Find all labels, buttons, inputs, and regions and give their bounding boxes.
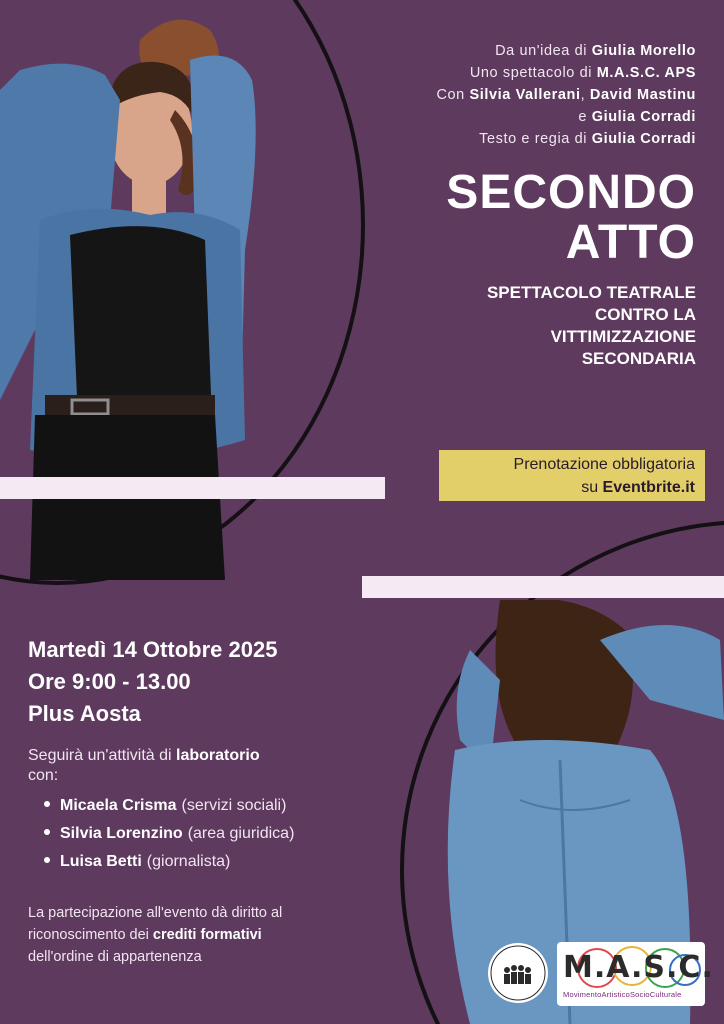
subtitle-line: SECONDARIA bbox=[581, 349, 696, 368]
event-time: Ore 9:00 - 13.00 bbox=[28, 669, 191, 694]
decorative-stripe-right bbox=[362, 576, 724, 598]
credit-cast-cont bbox=[356, 106, 696, 128]
title-line: SECONDO bbox=[446, 166, 696, 219]
training-credits-note bbox=[28, 902, 368, 968]
speaker-name: Luisa Betti bbox=[60, 853, 142, 870]
speaker-name: Silvia Lorenzino bbox=[60, 825, 183, 842]
workshop-keyword: laboratorio bbox=[176, 747, 260, 764]
credit-name: Silvia Vallerani bbox=[469, 87, 581, 103]
credit-idea bbox=[356, 40, 696, 62]
eventbrite-link[interactable]: Eventbrite.it bbox=[602, 479, 695, 496]
subtitle-line: VITTIMIZZAZIONE bbox=[550, 327, 696, 346]
booking-text: Prenotazione obbligatoria bbox=[513, 456, 695, 473]
event-place: Plus Aosta bbox=[28, 701, 141, 726]
credit-name: Giulia Morello bbox=[591, 43, 696, 59]
subtitle-line: SPETTACOLO TEATRALE bbox=[486, 283, 696, 302]
workshop-intro-text: Seguirà un'attività di bbox=[28, 747, 177, 764]
credit-label: Con bbox=[436, 87, 470, 103]
list-item bbox=[44, 792, 368, 820]
speaker-name: Micaela Crisma bbox=[60, 797, 177, 814]
credit-cast bbox=[356, 84, 696, 106]
show-title bbox=[446, 168, 696, 268]
list-item bbox=[44, 848, 368, 876]
credit-label: e bbox=[578, 109, 592, 125]
workshop-section bbox=[28, 746, 368, 876]
credit-name: M.A.S.C. APS bbox=[596, 65, 696, 81]
workshop-intro-suffix: con: bbox=[28, 767, 59, 784]
bullet-icon bbox=[44, 857, 50, 863]
speaker-role: (servizi sociali) bbox=[181, 797, 287, 814]
list-item bbox=[44, 820, 368, 848]
teatro-donne-logo bbox=[487, 942, 549, 1004]
credit-production bbox=[356, 62, 696, 84]
note-line: dell'ordine di appartenenza bbox=[28, 949, 202, 965]
credit-label: Uno spettacolo di bbox=[469, 65, 597, 81]
masc-logo bbox=[557, 942, 714, 1006]
speaker-role: (giornalista) bbox=[146, 853, 231, 870]
credit-name: Giulia Corradi bbox=[591, 109, 696, 125]
event-date: Martedì 14 Ottobre 2025 bbox=[28, 637, 278, 662]
masc-wordmark: M.A.S.C. bbox=[563, 950, 714, 985]
note-text: riconoscimento dei bbox=[28, 927, 153, 943]
booking-prefix: su bbox=[581, 479, 603, 496]
bullet-icon bbox=[44, 801, 50, 807]
speaker-role: (area giuridica) bbox=[187, 825, 295, 842]
credits-block bbox=[356, 40, 696, 150]
note-keyword: crediti formativi bbox=[152, 927, 262, 943]
title-line: ATTO bbox=[565, 216, 696, 269]
masc-tagline: MovimentoArtisticoSocioCulturale bbox=[563, 990, 682, 999]
booking-banner bbox=[439, 450, 705, 501]
bullet-icon bbox=[44, 829, 50, 835]
credit-name: David Mastinu bbox=[589, 87, 696, 103]
workshop-intro bbox=[28, 746, 368, 766]
credit-direction bbox=[356, 128, 696, 150]
subtitle-line: CONTRO LA bbox=[594, 305, 696, 324]
show-subtitle bbox=[396, 282, 696, 370]
credit-separator: , bbox=[580, 87, 590, 103]
speaker-list bbox=[28, 792, 368, 876]
booking-link-line bbox=[439, 476, 695, 499]
note-line: La partecipazione all'evento dà diritto al bbox=[28, 905, 283, 921]
note-line bbox=[28, 924, 368, 946]
credit-label: Da un'idea di bbox=[495, 43, 592, 59]
credit-label: Testo e regia di bbox=[479, 131, 592, 147]
credit-name: Giulia Corradi bbox=[591, 131, 696, 147]
decorative-stripe-left bbox=[0, 477, 385, 499]
event-info bbox=[28, 634, 277, 730]
